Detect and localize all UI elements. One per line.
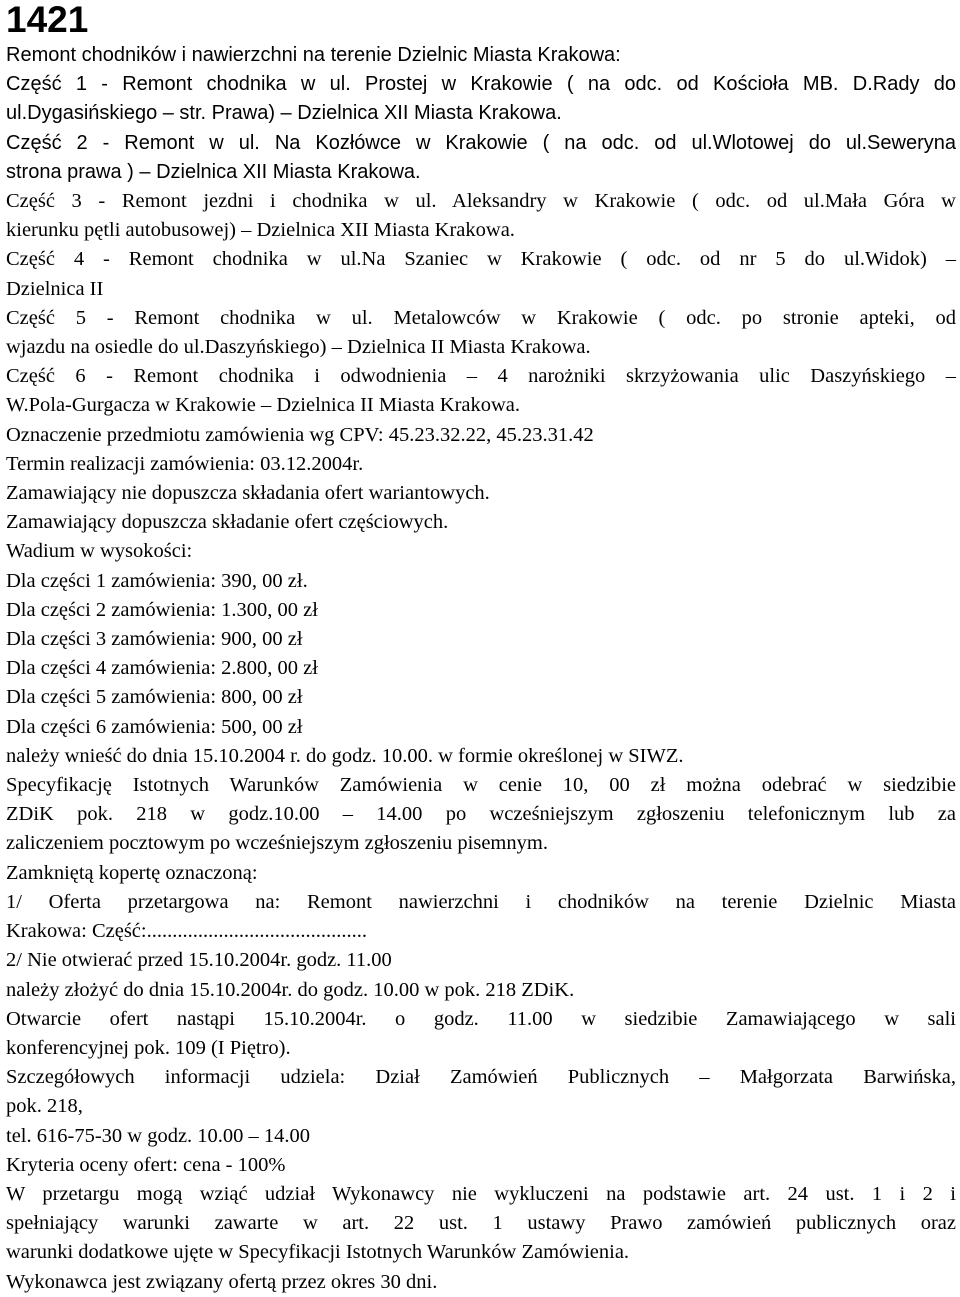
document-line: Dla części 6 zamówienia: 500, 00 zł <box>6 715 303 738</box>
document-line: ZDiK pok. 218 w godz.10.00 – 14.00 po wcześniejszym zgłoszeniu telefonicznym lub za <box>6 803 956 826</box>
document-page <box>6 0 956 1297</box>
document-line: należy wnieść do dnia 15.10.2004 r. do godz. 10.00. w formie określonej w SIWZ. <box>6 744 684 767</box>
document-line: kierunku pętli autobusowej) – Dzielnica XII Miasta Krakowa. <box>6 219 515 242</box>
document-line: 2/ Nie otwierać przed 15.10.2004r. godz. 11.00 <box>6 949 392 972</box>
document-line: Część 1 - Remont chodnika w ul. Prostej w Krakowie ( na odc. od Kościoła MB. D.Rady do <box>6 73 956 96</box>
document-line: Zamawiający nie dopuszcza składania ofert wariantowych. <box>6 482 490 505</box>
document-line: Termin realizacji zamówienia: 03.12.2004r. <box>6 452 364 475</box>
document-line: Dla części 3 zamówienia: 900, 00 zł <box>6 628 303 651</box>
document-line: Dla części 2 zamówienia: 1.300, 00 zł <box>6 598 318 621</box>
document-line: Kryteria oceny ofert: cena - 100% <box>6 1153 286 1176</box>
document-line: tel. 616-75-30 w godz. 10.00 – 14.00 <box>6 1124 311 1147</box>
document-body <box>6 41 956 1297</box>
document-line: W.Pola-Gurgacza w Krakowie – Dzielnica II Miasta Krakowa. <box>6 394 521 417</box>
document-line: Część 4 - Remont chodnika w ul.Na Szaniec w Krakowie ( odc. od nr 5 do ul.Widok) – <box>6 248 956 271</box>
document-line: konferencyjnej pok. 109 (I Piętro). <box>6 1036 291 1059</box>
document-line: Część 5 - Remont chodnika w ul. Metalowców w Krakowie ( odc. po stronie apteki, od <box>6 306 956 329</box>
document-line: Specyfikację Istotnych Warunków Zamówienia w cenie 10, 00 zł można odebrać w siedzibie <box>6 774 956 797</box>
document-line: W przetargu mogą wziąć udział Wykonawcy nie wykluczeni na podstawie art. 24 ust. 1 i 2 i <box>6 1182 956 1205</box>
document-line: Remont chodników i nawierzchni na terenie Dzielnic Miasta Krakowa: <box>6 44 621 66</box>
document-line: Wykonawca jest związany ofertą przez okres 30 dni. <box>6 1270 438 1293</box>
document-line: 1/ Oferta przetargowa na: Remont nawierzchni i chodników na terenie Dzielnic Miasta <box>6 890 956 913</box>
document-line: Część 3 - Remont jezdni i chodnika w ul. Aleksandry w Krakowie ( odc. od ul.Mała Góra w <box>6 190 956 213</box>
document-line: Zamawiający dopuszcza składanie ofert częściowych. <box>6 511 449 534</box>
document-line: Dla części 1 zamówienia: 390, 00 zł. <box>6 569 308 592</box>
document-line: warunki dodatkowe ujęte w Specyfikacji Istotnych Warunków Zamówienia. <box>6 1241 630 1264</box>
document-line: zaliczeniem pocztowym po wcześniejszym zgłoszeniu pisemnym. <box>6 832 548 855</box>
document-line: Szczegółowych informacji udziela: Dział Zamówień Publicznych – Małgorzata Barwińska, <box>6 1066 956 1089</box>
document-line: Oznaczenie przedmiotu zamówienia wg CPV: 45.23.32.22, 45.23.31.42 <box>6 423 594 446</box>
document-line: Część 6 - Remont chodnika i odwodnienia – 4 narożniki skrzyżowania ulic Daszyńskiego – <box>6 365 956 388</box>
document-line: Wadium w wysokości: <box>6 540 193 563</box>
document-line: spełniający warunki zawarte w art. 22 ust. 1 ustawy Prawo zamówień publicznych oraz <box>6 1212 956 1235</box>
document-line: Dla części 4 zamówienia: 2.800, 00 zł <box>6 657 318 680</box>
document-line: Dla części 5 zamówienia: 800, 00 zł <box>6 686 303 709</box>
document-line: Część 2 - Remont w ul. Na Kozłówce w Krakowie ( na odc. od ul.Wlotowej do ul.Seweryna <box>6 131 956 154</box>
document-line: ul.Dygasińskiego – str. Prawa) – Dzielnica XII Miasta Krakowa. <box>6 102 562 125</box>
document-line: Otwarcie ofert nastąpi 15.10.2004r. o godz. 11.00 w siedzibie Zamawiającego w sali <box>6 1007 956 1030</box>
document-line: wjazdu na osiedle do ul.Daszyńskiego) – Dzielnica II Miasta Krakowa. <box>6 336 591 359</box>
document-line: pok. 218, <box>6 1095 83 1118</box>
document-line: należy złożyć do dnia 15.10.2004r. do godz. 10.00 w pok. 218 ZDiK. <box>6 978 575 1001</box>
document-line: Dzielnica II <box>6 277 104 300</box>
document-number: 1421 <box>6 0 89 40</box>
document-line: Zamkniętą kopertę oznaczoną: <box>6 861 258 884</box>
document-line: Krakowa: Część:........................................... <box>6 920 367 943</box>
document-line: strona prawa ) – Dzielnica XII Miasta Krakowa. <box>6 160 421 183</box>
